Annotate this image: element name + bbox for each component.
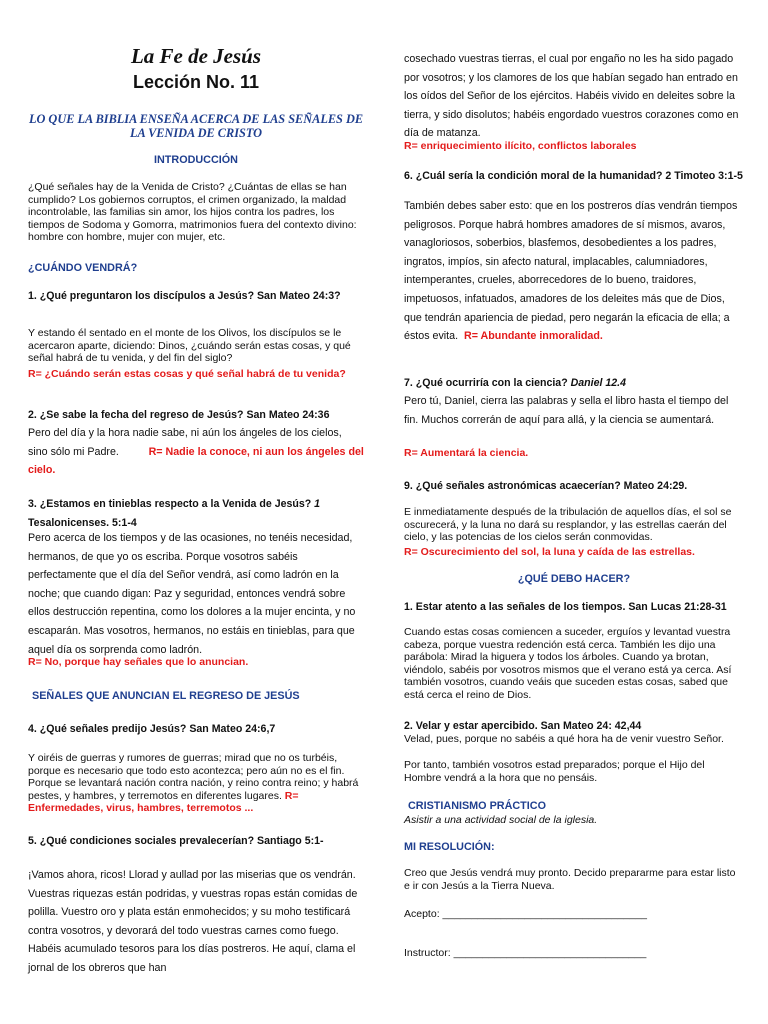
cuando-heading: ¿CUÁNDO VENDRÁ? (28, 262, 138, 274)
question-2: 2. ¿Se sabe la fecha del regreso de Jesús? San Mateo 24:36 (28, 409, 330, 421)
question-3-text: Pero acerca de los tiempos y de las ocasiones, no tenéis necesidad, hermanos, de que yo os escriba. Porque vosotros sabéis perfectamente que el día del Señor vendrá, así como ladrón en la noche; que cuando digan: Paz y seguridad, entonces vendrá sobre ellos destrucción repentina, como los dolores a la mujer encinta, y no escaparán. Mas vosotros, hermanos, no estáis en tinieblas, para que aquel día os sorprenda como ladrón. (28, 532, 356, 656)
question-9-text: E inmediatamente después de la tribulación de aquellos días, el sol se oscurecerá, y la luna no dará su resplandor, y las estrellas caerán del cielo, y las potencias de los cielos serán conmovidas. (404, 506, 732, 543)
practico-heading: CRISTIANISMO PRÁCTICO (408, 800, 546, 812)
lesson-subtitle: LO QUE LA BIBLIA ENSEÑA ACERCA DE LAS SEÑALES DE LA VENIDA DE CRISTO (28, 112, 364, 140)
question-4: 4. ¿Qué señales predijo Jesús? San Mateo 24:6,7 (28, 723, 276, 735)
question-3: 3. ¿Estamos en tinieblas respecto a la Venida de Jesús? 1 Tesalonicenses. 5:1-4 (28, 498, 321, 529)
question-5-answer: R= enriquecimiento ilícito, conflictos laborales (404, 140, 637, 152)
intro-text: ¿Qué señales hay de la Venida de Cristo? ¿Cuántas de ellas se han cumplido? Los gobiernos corruptos, el crimen organizado, la maldad incontrolable, las familias sin amor, los hijos contra los padres, los tiempos de Sodoma y Gomorra, matrimonios fuera del contexto divino: hombre con hombre, mujer con mujer, etc. (28, 181, 357, 243)
question-3-answer: R= No, porque hay señales que lo anuncian. (28, 656, 249, 668)
question-4-text: Y oiréis de guerras y rumores de guerras; mirad que no os turbéis, porque es necesario que todo esto acontezca; pero aún no es el fin. Porque se levantará nación contra nación, y reino contra reino; y habrá pestes, y hambres, y terremotos en diferentes lugares. R= Enfermedades, virus, hambres, terremotos ... (28, 752, 359, 814)
question-5-text-left: ¡Vamos ahora, ricos! Llorad y aullad por las miserias que os vendrán. Vuestras riquezas están podridas, y vuestras ropas están comidas de polilla. Vuestro oro y plata están enmohecidos; y su moho testificará contra vosotros, y devorará del todo vuestras carnes como fuego. Habéis acumulado tesoros para los días postreros. He aquí, clama el jornal de los obreros que han (28, 869, 358, 974)
question-2-text: Pero del día y la hora nadie sabe, ni aún los ángeles de los cielos, sino sólo mi Padre. R= Nadie la conoce, ni aun los ángeles del cielo. (28, 427, 364, 477)
resolucion-text: Creo que Jesús vendrá muy pronto. Decido prepararme para estar listo e ir con Jesús a la Tierra Nueva. (404, 867, 736, 892)
question-5: 5. ¿Qué condiciones sociales prevalecerían? Santiago 5:1- (28, 835, 324, 847)
question-9-answer: R= Oscurecimiento del sol, la luna y caída de las estrellas. (404, 546, 695, 558)
action-2: 2. Velar y estar apercibido. San Mateo 24: 42,44 (404, 720, 642, 732)
acepto-signature-line: Acepto: ___________________________________ (404, 908, 647, 920)
resolucion-heading: MI RESOLUCIÓN: (404, 841, 495, 853)
question-6-text: También debes saber esto: que en los postreros días vendrán tiempos peligrosos. Porque habrá hombres amadores de sí mismos, avaros, vanagloriosos, soberbios, blasfemos, desobedientes a los padres, ingratos, impíos, sin afecto natural, implacables, calumniadores, intemperantes, crueles, aborrecedores de lo bueno, traidores, impetuosos, infatuados, amadores de los deleites más que de Dios, que tendrán apariencia de piedad, pero negarán la eficacia de ella; a éstos evita. R= Abundante inmoralidad. (404, 200, 738, 343)
action-1-text: Cuando estas cosas comiencen a suceder, erguíos y levantad vuestra cabeza, porque vuestra redención está cerca. También les dijo una parábola: Mirad la higuera y todos los árboles. Cuando ya brotan, viéndolo, sabéis por vosotros mismos que el verano está ya cerca. Así también vosotros, cuando veáis que suceden estas cosas, sabed que está cerca el reino de Dios. (404, 626, 732, 701)
debo-heading: ¿QUÉ DEBO HACER? (517, 573, 631, 585)
intro-heading: INTRODUCCIÓN (154, 154, 238, 166)
senales-heading: SEÑALES QUE ANUNCIAN EL REGRESO DE JESÚS (32, 690, 300, 702)
action-1: 1. Estar atento a las señales de los tiempos. San Lucas 21:28-31 (404, 601, 727, 613)
question-6-answer: R= Abundante inmoralidad. (464, 330, 603, 343)
question-6: 6. ¿Cuál sería la condición moral de la humanidad? 2 Timoteo 3:1-5 (404, 170, 743, 182)
question-1-text: Y estando él sentado en el monte de los Olivos, los discípulos se le acercaron aparte, diciendo: Dinos, ¿cuándo serán estas cosas, y qué señal habrá de tu venida, y del fin del siglo? (28, 327, 351, 364)
question-5-text-right: cosechado vuestras tierras, el cual por engaño no les ha sido pagado por vosotros; y los clamores de los que habían segado han entrado en los oídos del Señor de los ejércitos. Habéis vivido en deleites sobre la tierra, y sido disolutos; habéis engordado vuestros corazones como en día de matanza. (404, 53, 739, 140)
question-9: 9. ¿Qué señales astronómicas acaecerían? Mateo 24:29. (404, 480, 688, 492)
question-7-answer: R= Aumentará la ciencia. (404, 447, 529, 459)
question-7: 7. ¿Qué ocurriría con la ciencia? Daniel 12.4 (404, 377, 626, 389)
lesson-number: Lección No. 11 (132, 72, 260, 92)
document-title: La Fe de Jesús (130, 44, 262, 68)
practico-text: Asistir a una actividad social de la iglesia. (404, 814, 598, 826)
question-7-text: Pero tú, Daniel, cierra las palabras y sella el libro hasta el tiempo del fin. Muchos correrán de aquí para allá, y la ciencia se aumentará. (404, 395, 729, 426)
action-2-text-1: Velad, pues, porque no sabéis a qué hora ha de venir vuestro Señor. (404, 733, 724, 745)
question-1: 1. ¿Qué preguntaron los discípulos a Jesús? San Mateo 24:3? (28, 290, 341, 302)
question-4-answer: R= Enfermedades, virus, hambres, terremotos ... (28, 789, 299, 814)
question-1-answer: R= ¿Cuándo serán estas cosas y qué señal habrá de tu venida? (28, 368, 346, 380)
question-2-answer: R= Nadie la conoce, ni aun los ángeles del cielo. (28, 445, 364, 477)
instructor-signature-line: Instructor: _________________________________ (404, 947, 647, 959)
action-2-text-2: Por tanto, también vosotros estad preparados; porque el Hijo del Hombre vendrá a la hora que no pensáis. (404, 759, 705, 784)
